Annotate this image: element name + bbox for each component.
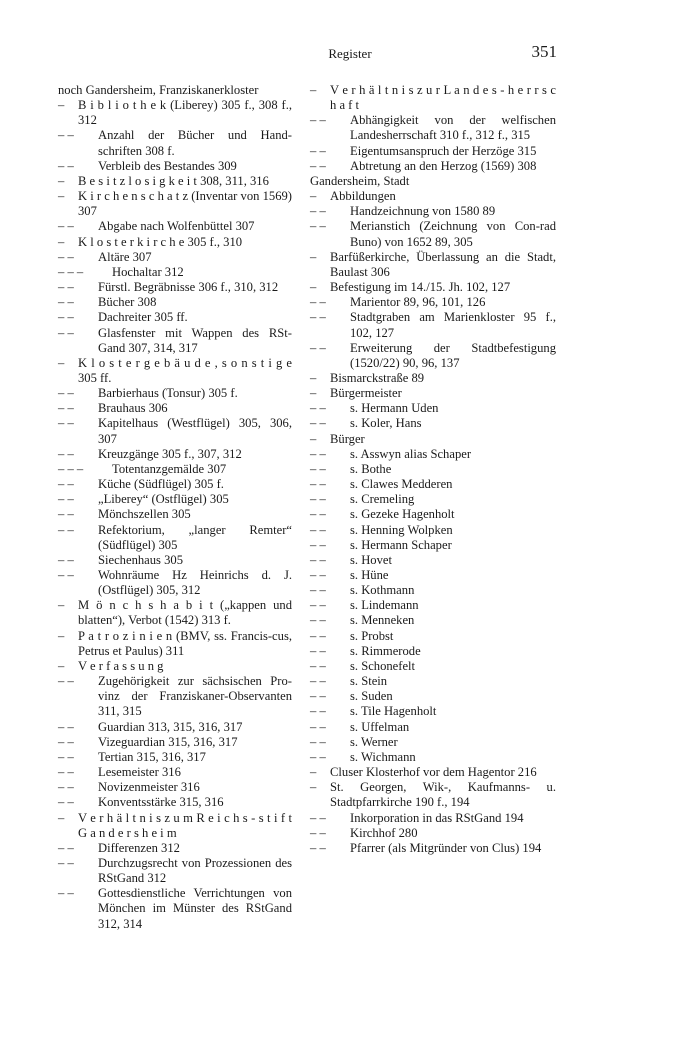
entry-text: Gottesdienstliche Verrichtungen von Mönchen im Münster des RStGand 312, 314 (98, 886, 292, 931)
index-entry (310, 462, 556, 477)
index-entry (310, 750, 556, 765)
index-entry (58, 265, 292, 280)
entry-text: Bismarckstraße 89 (330, 370, 425, 385)
entry-dash: – – (310, 113, 326, 128)
entry-dash: – – (58, 568, 74, 582)
entry-dash: – (310, 780, 317, 795)
entry-dash: – – (310, 507, 326, 522)
entry-text: Anzahl der Bücher und Hand-schriften 308 f. (98, 128, 292, 158)
index-entry (310, 144, 556, 159)
entry-text: Inkorporation in das RStGand 194 (350, 810, 524, 825)
entry-dash: – – (310, 340, 326, 355)
entry-dash: – – (58, 310, 74, 325)
index-entry (58, 780, 292, 795)
index-entry (310, 477, 556, 492)
entry-dash: – – (58, 507, 74, 522)
entry-text: Refektorium, „langer Remter“ (Südflügel) 305 (98, 522, 292, 552)
entry-text: s. Werner (350, 734, 398, 749)
entry-text: St. Georgen, Wik-, Kaufmanns- u. Stadtpfarrkirche 190 f., 194 (330, 780, 556, 810)
entry-text: noch Gandersheim, Franziskanerkloster (58, 83, 259, 97)
index-entry (58, 598, 292, 628)
entry-dash: – – (58, 401, 74, 416)
index-entry (310, 765, 556, 780)
entry-dash: – (58, 658, 65, 673)
index-entry (310, 553, 556, 568)
index-entry (310, 416, 556, 431)
index-entry (310, 538, 556, 553)
entry-dash: – (310, 431, 317, 446)
entry-dash: – – (310, 295, 326, 310)
entry-dash: – (310, 765, 317, 780)
entry-dash: – – (310, 825, 326, 840)
index-entry (310, 674, 556, 689)
entry-dash: – – (310, 628, 326, 643)
entry-text: Kapitelhaus (Westflügel) 305, 306, 307 (98, 416, 292, 446)
entry-dash: – – (58, 249, 74, 264)
index-entry (58, 568, 292, 598)
index-entry (310, 704, 556, 719)
index-entry (58, 841, 292, 856)
index-entry (58, 295, 292, 310)
entry-dash: – – – (58, 461, 84, 476)
index-entry (58, 401, 292, 416)
entry-text: Guardian 313, 315, 316, 317 (98, 719, 243, 734)
entry-dash: – – (58, 795, 74, 810)
entry-text: M ö n c h s h a b i t („kappen und blatten“), Verbot (1542) 313 f. (78, 598, 292, 628)
index-entry (310, 371, 556, 386)
entry-text: s. Hüne (350, 568, 389, 582)
entry-dash: – – (310, 674, 326, 689)
entry-dash: – – (310, 704, 326, 719)
entry-dash: – – (310, 583, 326, 598)
entry-text: s. Schonefelt (350, 658, 416, 673)
entry-dash: – – (310, 158, 326, 173)
entry-text: Mönchszellen 305 (98, 507, 191, 522)
entry-text: K l o s t e r g e b ä u d e , s o n s t i g e 305 ff. (78, 355, 292, 385)
entry-text: Glasfenster mit Wappen des RSt-Gand 307, 314, 317 (98, 325, 292, 355)
entry-text: Lesemeister 316 (98, 765, 181, 780)
entry-text: s. Menneken (350, 613, 415, 628)
entry-text: Siechenhaus 305 (98, 552, 183, 567)
entry-text: s. Uffelman (350, 719, 410, 734)
index-entry (58, 720, 292, 735)
index-entry (58, 356, 292, 386)
entry-dash: – – (58, 446, 74, 461)
entry-dash: – (310, 189, 317, 204)
entry-dash: – – (310, 219, 326, 234)
entry-text: Barbierhaus (Tonsur) 305 f. (98, 386, 238, 401)
entry-dash: – – (310, 598, 326, 613)
entry-text: Stadtgraben am Marienkloster 95 f., 102, 127 (350, 310, 556, 340)
entry-dash: – (58, 810, 65, 825)
index-entry (310, 250, 556, 280)
index-entry (310, 386, 556, 401)
entry-text: K i r c h e n s c h a t z (Inventar von 1569) 307 (78, 189, 292, 219)
entry-text: B i b l i o t h e k (Liberey) 305 f., 308 f., 312 (78, 98, 292, 128)
index-entry (58, 765, 292, 780)
entry-text: s. Stein (350, 674, 388, 689)
entry-text: s. Asswyn alias Schaper (350, 446, 472, 461)
entry-text: Konventsstärke 315, 316 (98, 795, 224, 810)
entry-dash: – – (58, 765, 74, 780)
index-entry (58, 477, 292, 492)
entry-dash: – – (58, 674, 74, 689)
entry-text: Eigentumsanspruch der Herzöge 315 (350, 143, 537, 158)
entry-text: Fürstl. Begräbnisse 306 f., 310, 312 (98, 280, 279, 295)
entry-dash: – – (310, 310, 326, 325)
index-entry (310, 113, 556, 143)
entry-text: K l o s t e r k i r c h e 305 f., 310 (78, 234, 243, 249)
entry-dash: – – (58, 552, 74, 567)
entry-text: s. Hermann Uden (350, 401, 439, 416)
entry-text: Kirchhof 280 (350, 825, 418, 840)
entry-text: s. Hermann Schaper (350, 537, 452, 552)
entry-dash: – – (310, 537, 326, 552)
index-entry (58, 795, 292, 810)
entry-dash: – (58, 355, 65, 370)
index-entry (58, 523, 292, 553)
index-entry (310, 568, 556, 583)
entry-text: s. Clawes Medderen (350, 477, 453, 492)
entry-dash: – – (310, 749, 326, 764)
entry-text: V e r f a s s u n g (78, 658, 164, 673)
index-entry (310, 613, 556, 628)
entry-dash: – (310, 83, 317, 97)
entry-dash: – – (58, 219, 74, 234)
index-entry (58, 250, 292, 265)
entry-dash: – – (58, 780, 74, 795)
index-entry (310, 280, 556, 295)
entry-dash: – – (310, 446, 326, 461)
entry-text: Brauhaus 306 (98, 401, 168, 416)
entry-dash: – – (58, 749, 74, 764)
index-entry (310, 583, 556, 598)
index-entry (58, 735, 292, 750)
entry-dash: – – (310, 658, 326, 673)
index-entry (310, 598, 556, 613)
entry-text: Cluser Klosterhof vor dem Hagentor 216 (330, 765, 537, 780)
entry-dash: – (310, 386, 317, 401)
entry-text: Küche (Südflügel) 305 f. (98, 477, 224, 492)
entry-dash: – – (58, 386, 74, 401)
entry-dash: – – (310, 461, 326, 476)
entry-text: Bürgermeister (330, 386, 402, 401)
index-entry (58, 629, 292, 659)
index-entry (310, 204, 556, 219)
index-entry (310, 644, 556, 659)
index-entry (310, 735, 556, 750)
index-entry (58, 659, 292, 674)
entry-text: s. Suden (350, 689, 393, 704)
entry-text: Totentanzgemälde 307 (112, 461, 227, 476)
entry-dash: – – (58, 719, 74, 734)
entry-dash: – – (58, 840, 74, 855)
entry-text: B e s i t z l o s i g k e i t 308, 311, 316 (78, 173, 269, 188)
index-entry (310, 159, 556, 174)
index-entry (58, 674, 292, 719)
entry-text: s. Lindemann (350, 598, 419, 613)
entry-text: Bücher 308 (98, 295, 157, 310)
entry-text: Marientor 89, 96, 101, 126 (350, 295, 486, 310)
entry-text: Pfarrer (als Mitgründer von Clus) 194 (350, 840, 542, 855)
index-entry (310, 295, 556, 310)
entry-dash: – – (310, 416, 326, 431)
entry-dash: – (58, 598, 65, 613)
entry-dash: – – (310, 492, 326, 507)
entry-dash: – – (58, 855, 74, 870)
entry-dash: – (310, 370, 317, 385)
entry-dash: – (58, 173, 65, 188)
entry-dash: – – (310, 810, 326, 825)
entry-text: Wohnräume Hz Heinrichs d. J. (Ostflügel) 305, 312 (98, 568, 292, 598)
entry-text: Erweiterung der Stadtbefestigung (1520/22) 90, 96, 137 (350, 340, 556, 370)
entry-text: s. Cremeling (350, 492, 415, 507)
page-number: 351 (531, 42, 557, 61)
index-entry (310, 310, 556, 340)
index-entry (58, 416, 292, 446)
entry-text: Hochaltar 312 (112, 264, 184, 279)
index-entry (310, 432, 556, 447)
entry-text: s. Koler, Hans (350, 416, 422, 431)
index-entry (58, 83, 292, 98)
entry-text: Merianstich (Zeichnung von Con-rad Buno) von 1652 89, 305 (350, 219, 556, 249)
entry-text: s. Kothmann (350, 583, 415, 598)
entry-dash: – (58, 98, 65, 113)
entry-text: „Liberey“ (Ostflügel) 305 (98, 492, 229, 507)
index-entry (310, 401, 556, 416)
index-entry (58, 159, 292, 174)
entry-text: s. Bothe (350, 461, 392, 476)
entry-dash: – (310, 249, 317, 264)
entry-dash: – – (310, 734, 326, 749)
entry-dash: – – (310, 840, 326, 855)
index-entry (310, 174, 556, 189)
entry-dash: – – (310, 401, 326, 416)
entry-dash: – (310, 280, 317, 295)
index-entry (58, 507, 292, 522)
entry-dash: – – (310, 568, 326, 582)
entry-text: Abgabe nach Wolfenbüttel 307 (98, 219, 255, 234)
index-entry (58, 856, 292, 886)
index-entry (58, 553, 292, 568)
entry-text: Verbleib des Bestandes 309 (98, 158, 237, 173)
running-head (0, 42, 700, 64)
entry-dash: – – (58, 492, 74, 507)
index-entry (58, 219, 292, 234)
entry-text: Gandersheim, Stadt (310, 173, 410, 188)
entry-dash: – – (310, 613, 326, 628)
entry-dash: – – (310, 643, 326, 658)
entry-dash: – – (58, 416, 74, 431)
entry-text: Zugehörigkeit zur sächsischen Pro-vinz der Franziskaner-Observanten 311, 315 (98, 674, 292, 719)
entry-dash: – – (310, 689, 326, 704)
index-entry (58, 280, 292, 295)
index-entry (58, 462, 292, 477)
index-entry (58, 189, 292, 219)
index-entry (310, 689, 556, 704)
entry-dash: – – (58, 128, 74, 143)
index-entry (310, 629, 556, 644)
entry-dash: – – (310, 522, 326, 537)
index-entry (58, 174, 292, 189)
index-entry (310, 507, 556, 522)
entry-text: Dachreiter 305 ff. (98, 310, 188, 325)
entry-dash: – (58, 189, 65, 204)
entry-dash: – – (58, 886, 74, 901)
entry-text: Durchzugsrecht von Prozessionen des RStGand 312 (98, 855, 292, 886)
entry-text: s. Gezeke Hagenholt (350, 507, 455, 522)
index-column-left (58, 83, 292, 932)
entry-text: Handzeichnung von 1580 89 (350, 204, 496, 219)
entry-text: s. Henning Wolpken (350, 522, 453, 537)
entry-dash: – – (310, 143, 326, 158)
entry-text: Barfüßerkirche, Überlassung an die Stadt, Baulast 306 (330, 249, 556, 279)
entry-dash: – – (58, 280, 74, 295)
entry-text: s. Tile Hagenholt (350, 704, 437, 719)
entry-text: V e r h ä l t n i s z u m R e i c h s - s t i f t G a n d e r s h e i m (78, 810, 292, 840)
entry-text: Kreuzgänge 305 f., 307, 312 (98, 446, 242, 461)
index-entry (310, 720, 556, 735)
index-entry (310, 811, 556, 826)
entry-text: Abtretung an den Herzog (1569) 308 (350, 158, 537, 173)
entry-text: V e r h ä l t n i s z u r L a n d e s - h e r r s c h a f t (330, 83, 556, 113)
index-entry (58, 492, 292, 507)
index-entry (58, 811, 292, 841)
index-entry (310, 83, 556, 113)
entry-dash: – – (58, 522, 74, 537)
index-entry (58, 235, 292, 250)
index-entry (310, 826, 556, 841)
entry-dash: – – (58, 477, 74, 492)
entry-text: s. Probst (350, 628, 394, 643)
index-entry (58, 326, 292, 356)
entry-dash: – (58, 234, 65, 249)
index-entry (310, 780, 556, 810)
index-entry (310, 523, 556, 538)
index-entry (310, 219, 556, 249)
entry-dash: – – (310, 204, 326, 219)
entry-dash: – (58, 628, 65, 643)
entry-text: Altäre 307 (98, 249, 152, 264)
index-entry (58, 128, 292, 158)
index-entry (310, 447, 556, 462)
entry-text: Abbildungen (330, 189, 396, 204)
entry-dash: – – (58, 734, 74, 749)
index-entry (58, 447, 292, 462)
entry-text: Bürger (330, 431, 365, 446)
entry-text: Befestigung im 14./15. Jh. 102, 127 (330, 280, 511, 295)
index-column-right (310, 83, 556, 856)
entry-dash: – – – (58, 264, 84, 279)
entry-text: Differenzen 312 (98, 840, 180, 855)
entry-dash: – – (58, 295, 74, 310)
index-entry (58, 98, 292, 128)
index-entry (58, 386, 292, 401)
entry-text: s. Wichmann (350, 749, 416, 764)
index-entry (310, 341, 556, 371)
entry-dash: – – (58, 325, 74, 340)
running-title: Register (328, 46, 372, 61)
entry-dash: – – (58, 158, 74, 173)
entry-text: Abhängigkeit von der welfischen Landesherrschaft 310 f., 312 f., 315 (350, 113, 556, 143)
entry-dash: – – (310, 477, 326, 492)
entry-text: Tertian 315, 316, 317 (98, 749, 206, 764)
entry-text: Novizenmeister 316 (98, 780, 200, 795)
entry-text: Vizeguardian 315, 316, 317 (98, 734, 238, 749)
index-entry (58, 310, 292, 325)
index-entry (310, 841, 556, 856)
entry-dash: – – (310, 552, 326, 567)
entry-dash: – – (310, 719, 326, 734)
index-entry (310, 189, 556, 204)
index-entry (58, 886, 292, 931)
entry-text: s. Hovet (350, 552, 392, 567)
entry-text: P a t r o z i n i e n (BMV, ss. Francis-cus, Petrus et Paulus) 311 (78, 628, 292, 658)
entry-text: s. Rimmerode (350, 643, 421, 658)
index-entry (58, 750, 292, 765)
index-entry (310, 492, 556, 507)
index-entry (310, 659, 556, 674)
